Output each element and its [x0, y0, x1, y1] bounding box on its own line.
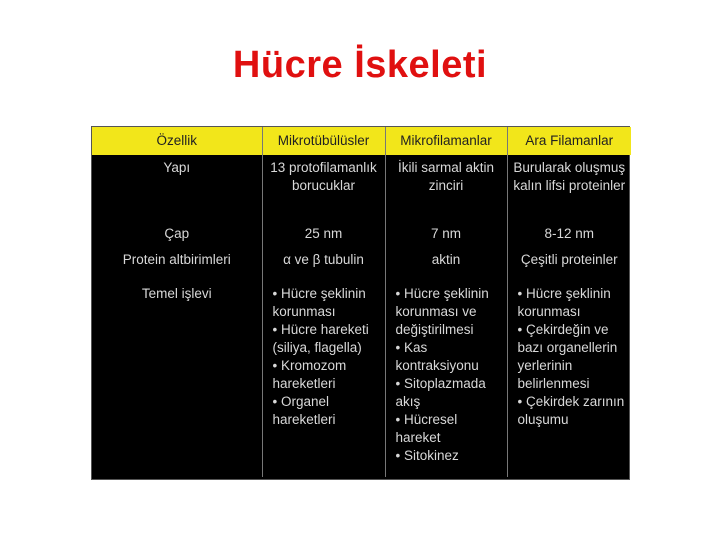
list-item: • Kas kontraksiyonu [395, 340, 479, 373]
page-title: Hücre İskeleti [232, 44, 488, 86]
table-cell: Çeşitli proteinler [507, 247, 631, 275]
list-item: • Hücre şeklinin korunması [517, 286, 611, 319]
table-cell: 25 nm [262, 219, 385, 247]
row-label: Yapı [163, 160, 191, 175]
list-item: • Hücresel hareket [395, 412, 458, 445]
list-item: • Kromozom hareketleri [272, 358, 347, 391]
header-ozellik: Özellik [92, 127, 262, 155]
function-list-mikrofilaman [385, 275, 507, 477]
function-list-ara-filaman [507, 275, 631, 477]
table-header-row [92, 127, 631, 155]
list-item: • Hücre şeklinin korunması [272, 286, 366, 319]
row-label: Protein altbirimleri [122, 252, 231, 267]
table-cell: 7 nm [385, 219, 507, 247]
list-item: • Sitokinez [395, 448, 459, 463]
list-item: • Hücre hareketi (siliya, flagella) [272, 322, 369, 355]
cytoskeleton-table [91, 126, 630, 480]
list-item: • Çekirdeğin ve bazı organellerin yerlerinin belirlenmesi [517, 322, 618, 391]
header-mikrotubulusler: Mikrotübülüsler [262, 127, 385, 155]
table-row [92, 219, 631, 247]
table-cell: 13 protofilamanlık borucuklar [262, 155, 385, 219]
table-cell: α ve β tubulin [262, 247, 385, 275]
table-cell: 8-12 nm [507, 219, 631, 247]
list-item: • Çekirdek zarının oluşumu [517, 394, 625, 427]
list-item: • Sitoplazmada akış [395, 376, 486, 409]
table-row [92, 275, 631, 477]
header-ara-filamanlar: Ara Filamanlar [507, 127, 631, 155]
row-label: Çap [164, 226, 190, 241]
function-list-mikrotubulus [262, 275, 385, 477]
header-mikrofilamanlar: Mikrofilamanlar [385, 127, 507, 155]
table-row [92, 155, 631, 219]
row-label: Temel işlevi [141, 286, 212, 301]
table-row [92, 247, 631, 275]
table-cell: Burularak oluşmuş kalın lifsi proteinler [507, 155, 631, 219]
table-cell: aktin [385, 247, 507, 275]
list-item: • Hücre şeklinin korunması ve değiştirilmesi [395, 286, 489, 337]
list-item: • Organel hareketleri [272, 394, 336, 427]
table-cell: İkili sarmal aktin zinciri [385, 155, 507, 219]
